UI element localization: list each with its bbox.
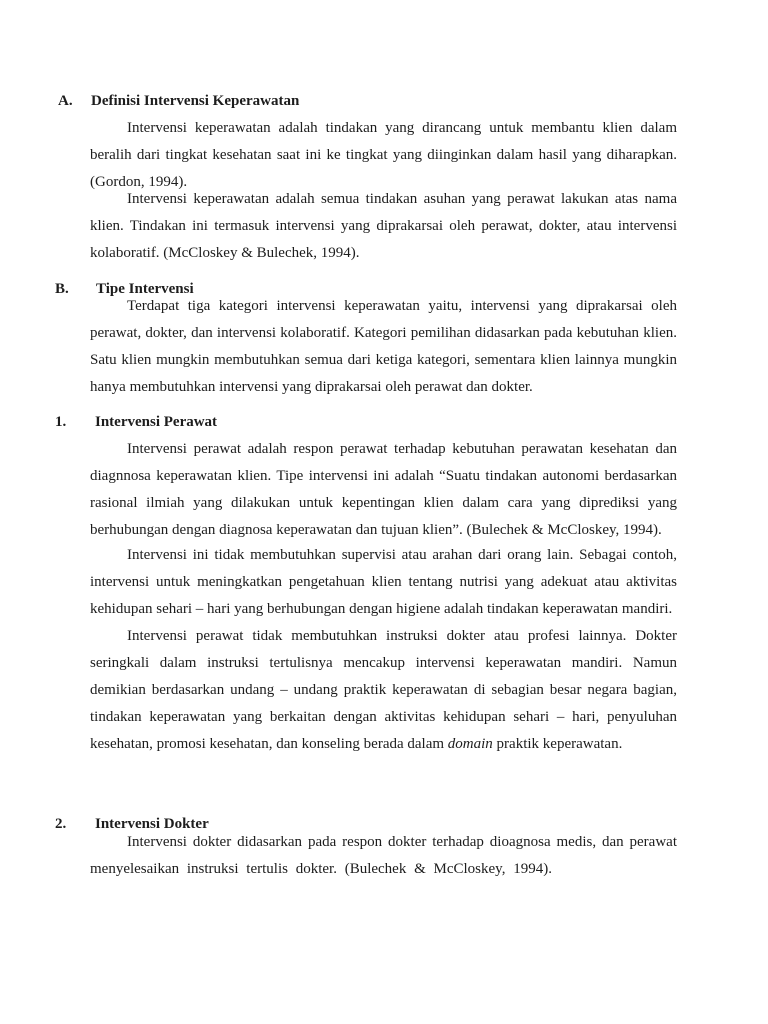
paragraph-line: kehidupan sehari – hari yang berhubungan dengan higiene adalah tindakan keperawatan mandiri. bbox=[90, 601, 673, 617]
section-number: B. bbox=[55, 281, 69, 297]
paragraph-line: demikian berdasarkan undang – undang praktik keperawatan di sebagian besar negara bagian, bbox=[90, 682, 677, 698]
paragraph-line: seringkali dalam instruksi tertulisnya mencakup intervensi keperawatan mandiri. Namun bbox=[90, 655, 677, 671]
section-title: Tipe Intervensi bbox=[96, 281, 194, 297]
paragraph-line: beralih dari tingkat kesehatan saat ini ke tingkat yang diinginkan dalam hasil yang diharapkan. bbox=[90, 147, 677, 163]
paragraph-line: rasional ilmiah yang dilakukan untuk kepentingan klien dalam cara yang diprediksi yang bbox=[90, 495, 677, 511]
paragraph bbox=[90, 542, 677, 623]
line-text: praktik keperawatan. bbox=[492, 736, 623, 752]
paragraph-line: tindakan keperawatan yang berkaitan dengan aktivitas kehidupan sehari – hari, penyuluhan bbox=[90, 709, 677, 725]
section-number: 1. bbox=[55, 414, 67, 430]
section-number: 2. bbox=[55, 816, 67, 832]
paragraph bbox=[90, 829, 677, 883]
paragraph bbox=[90, 436, 677, 544]
paragraph-line: Intervensi keperawatan adalah semua tindakan asuhan yang perawat lakukan atas nama bbox=[127, 191, 677, 207]
paragraph-line bbox=[90, 731, 677, 758]
section-heading bbox=[0, 88, 768, 115]
section-title: Definisi Intervensi Keperawatan bbox=[91, 93, 300, 109]
line-text: kesehatan, promosi kesehatan, dan konseling berada dalam bbox=[90, 736, 448, 752]
paragraph-line: Intervensi keperawatan adalah tindakan yang dirancang untuk membantu klien dalam bbox=[127, 120, 677, 136]
paragraph-line: berhubungan dengan diagnosa keperawatan dan tujuan klien”. (Bulechek & McCloskey, 1994). bbox=[90, 522, 662, 538]
section-heading bbox=[0, 409, 768, 436]
section-title: Intervensi Perawat bbox=[95, 414, 218, 430]
section-number: A. bbox=[58, 93, 73, 109]
paragraph-line: kolaboratif. (McCloskey & Bulechek, 1994). bbox=[90, 245, 360, 261]
paragraph-line: Terdapat tiga kategori intervensi keperawatan yaitu, intervensi yang diprakarsai oleh bbox=[127, 298, 677, 314]
paragraph-line: Intervensi perawat adalah respon perawat terhadap kebutuhan perawatan kesehatan dan bbox=[127, 441, 677, 457]
paragraph-line: Intervensi ini tidak membutuhkan supervisi atau arahan dari orang lain. Sebagai contoh, bbox=[127, 547, 677, 563]
paragraph-line: (Gordon, 1994). bbox=[90, 174, 188, 190]
paragraph-line: diagnnosa keperawatan klien. Tipe intervensi ini adalah “Suatu tindakan autonomi berdasarkan bbox=[90, 468, 677, 484]
paragraph bbox=[90, 293, 677, 401]
paragraph bbox=[90, 623, 677, 758]
paragraph-line: Satu klien mungkin membutuhkan semua dari ketiga kategori, sementara klien lainnya mungkin bbox=[90, 352, 677, 368]
paragraph-line: menyelesaikan instruksi tertulis dokter. (Bulechek & McCloskey, 1994). bbox=[90, 861, 552, 877]
paragraph-line: Intervensi dokter didasarkan pada respon dokter terhadap dioagnosa medis, dan perawat bbox=[127, 834, 677, 850]
paragraph bbox=[90, 186, 677, 267]
paragraph-line: Intervensi perawat tidak membutuhkan instruksi dokter atau profesi lainnya. Dokter bbox=[127, 628, 677, 644]
emphasis-text: domain bbox=[447, 736, 493, 752]
paragraph-line: perawat, dokter, dan intervensi kolaboratif. Kategori pemilihan didasarkan pada kebutuhan klien. bbox=[90, 325, 677, 341]
paragraph-line: intervensi untuk meningkatkan pengetahuan klien tentang nutrisi yang adekuat atau aktivitas bbox=[90, 574, 677, 590]
paragraph bbox=[90, 115, 677, 196]
section-title: Intervensi Dokter bbox=[95, 816, 209, 832]
paragraph-line: hanya membutuhkan intervensi yang diprakarsai oleh perawat dan dokter. bbox=[90, 379, 533, 395]
paragraph-line: klien. Tindakan ini termasuk intervensi yang diprakarsai oleh perawat, dokter, atau intervensi bbox=[90, 218, 677, 234]
